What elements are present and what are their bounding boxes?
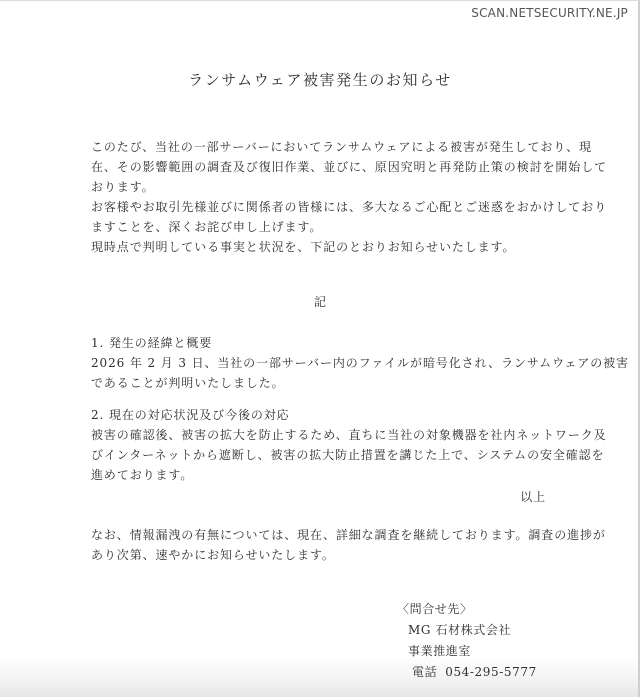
site-watermark: SCAN.NETSECURITY.NE.JP [471, 6, 628, 20]
intro-line: お客様やお取引先様並びに関係者の皆様には、多大なるご心配とご迷惑をおかけしており [91, 200, 608, 214]
section-line: 進めております。 [91, 468, 194, 482]
note-line: なお、情報漏洩の有無については、現在、詳細な調査を継続しております。調査の進捗が [91, 528, 606, 542]
section-1 [91, 333, 629, 393]
company-name: MG 石材株式会社 [408, 623, 512, 637]
closing-mark: 以上 [520, 490, 546, 504]
section-line: 被害の確認後、被害の拡大を防止するため、直ちに当社の対象機器を社内ネットワーク及 [91, 428, 607, 442]
intro-line: ますことを、深くお詫び申し上げます。 [91, 220, 323, 234]
document-title: ランサムウェア被害発生のお知らせ [188, 71, 452, 89]
contact-block [397, 599, 537, 683]
note-line: あり次第、速やかにお知らせいたします。 [91, 548, 335, 562]
intro-line: おります。 [91, 180, 155, 194]
intro-line: このたび、当社の一部サーバーにおいてランサムウェアによる被害が発生しており、現 [91, 140, 592, 154]
ki-marker: 記 [313, 295, 326, 309]
contact-label: 〈問合せ先〉 [397, 602, 473, 616]
note-paragraph [91, 525, 606, 565]
phone-label: 電話 [412, 665, 438, 679]
section-heading: 1. 発生の経緯と概要 [91, 336, 213, 350]
section-line: びインターネットから遮断し、被害の拡大防止措置を講じた上で、システムの安全確認を [91, 448, 605, 462]
department-name: 事業推進室 [408, 644, 472, 658]
intro-paragraph [91, 137, 608, 257]
phone-row [397, 662, 537, 683]
intro-line: 現時点で判明している事実と状況を、下記のとおりお知らせいたします。 [91, 240, 516, 254]
section-heading: 2. 現在の対応状況及び今後の対応 [91, 408, 290, 422]
section-line: であることが判明いたしました。 [91, 376, 285, 390]
section-2 [91, 405, 607, 485]
section-line: 2026 年 2 月 3 日、当社の一部サーバー内のファイルが暗号化され、ランサムウェアの被害 [91, 356, 629, 370]
phone-number: 054-295-5777 [445, 665, 537, 679]
intro-line: 在、その影響範囲の調査及び復旧作業、並びに、原因究明と再発防止策の検討を開始して [91, 160, 608, 174]
